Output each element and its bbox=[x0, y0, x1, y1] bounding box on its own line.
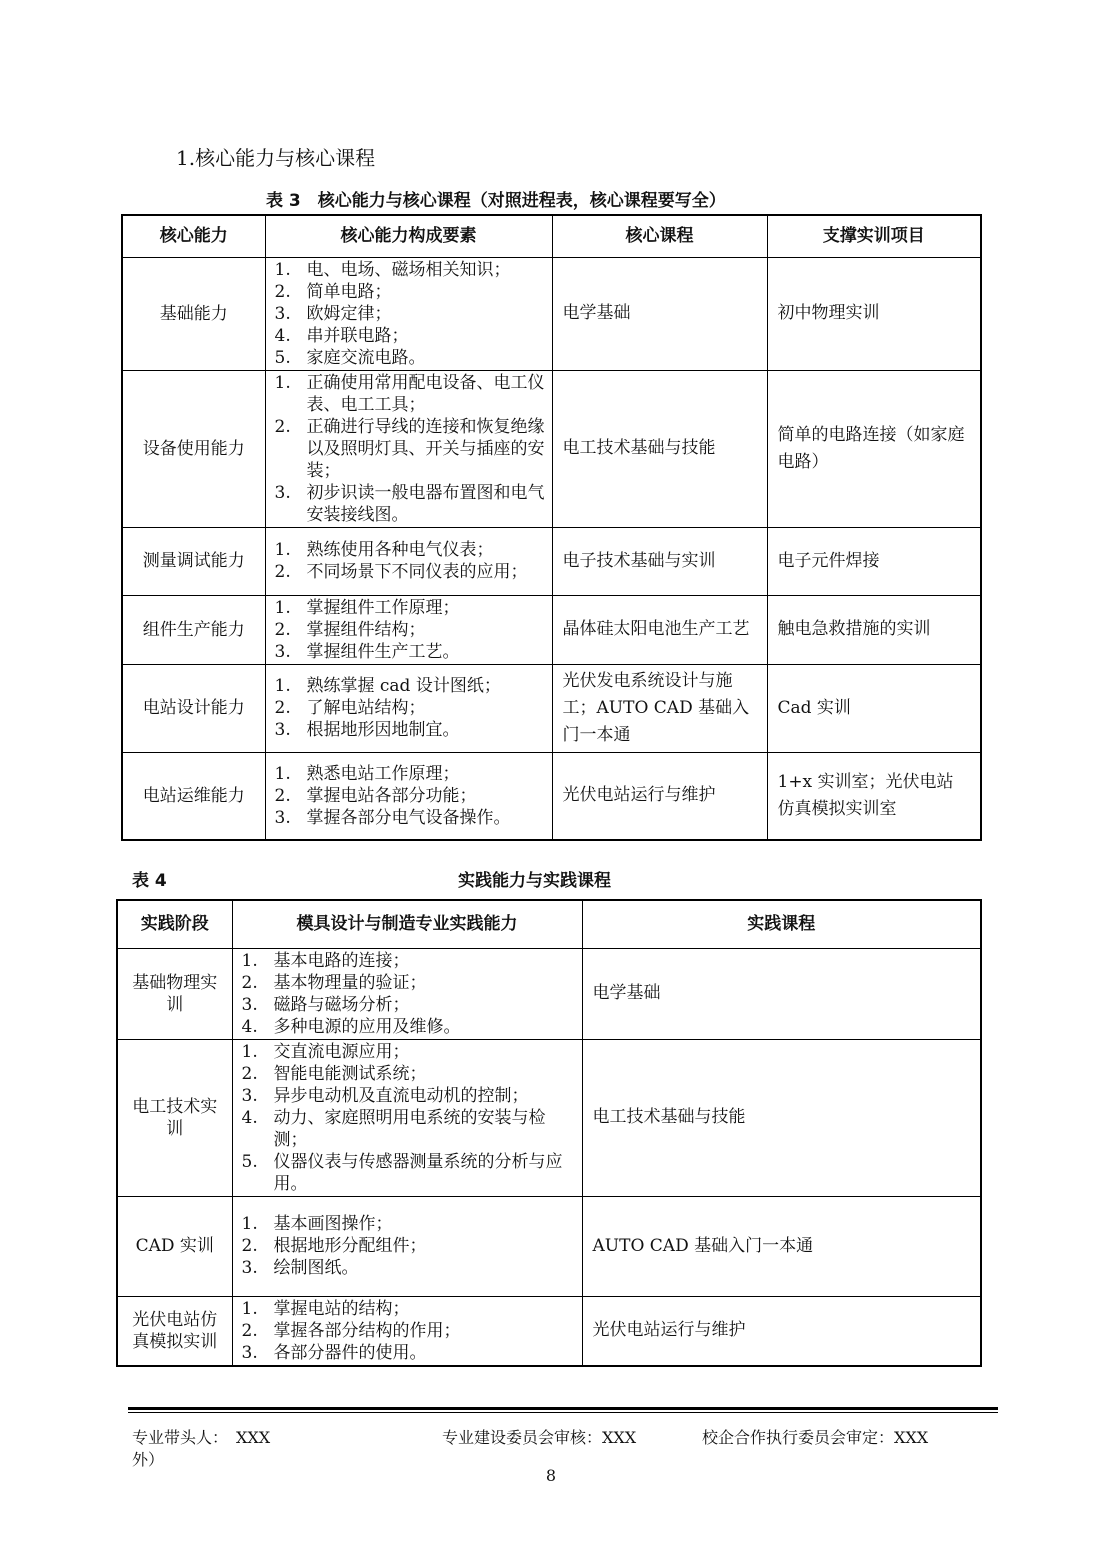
list-item-text: 掌握电站各部分功能； bbox=[306, 785, 477, 806]
list-item bbox=[267, 539, 551, 561]
core-ability-cell: 测量调试能力 bbox=[122, 527, 265, 595]
table4-label: 表 4 bbox=[132, 871, 167, 891]
practice-ability-table bbox=[116, 899, 982, 1367]
practice-abilities-cell bbox=[232, 1039, 582, 1196]
list-item-text: 熟练掌握 cad 设计图纸； bbox=[306, 676, 501, 696]
ability-elements-cell bbox=[265, 257, 552, 370]
list-item-number: 2. bbox=[241, 972, 258, 993]
training-project-cell: 初中物理实训 bbox=[767, 257, 981, 370]
list-item-number: 5. bbox=[241, 1151, 258, 1172]
list-item bbox=[267, 807, 551, 829]
list-item-text: 多种电源的应用及维修。 bbox=[273, 1016, 461, 1037]
core-course-cell: 电学基础 bbox=[552, 257, 767, 370]
numbered-list bbox=[267, 259, 551, 369]
core-ability-cell: 电站运维能力 bbox=[122, 752, 265, 840]
list-item-number: 1. bbox=[241, 1214, 258, 1234]
footer-rule bbox=[128, 1407, 998, 1410]
training-project-cell: 1+x 实训室；光伏电站仿真模拟实训室 bbox=[767, 752, 981, 840]
table-row bbox=[122, 664, 981, 752]
list-item bbox=[234, 1257, 581, 1279]
list-item-text: 磁路与磁场分析； bbox=[273, 994, 410, 1015]
numbered-list bbox=[267, 539, 551, 583]
table3-header-course: 核心课程 bbox=[552, 215, 767, 257]
list-item-number: 5. bbox=[274, 347, 291, 368]
list-item bbox=[234, 1085, 581, 1107]
list-item bbox=[267, 763, 551, 785]
practice-stage-cell: CAD 实训 bbox=[117, 1196, 232, 1296]
footer-rule-thin bbox=[128, 1412, 998, 1413]
table-row bbox=[117, 948, 981, 1039]
list-item bbox=[267, 372, 551, 416]
training-project-cell: 触电急救措施的实训 bbox=[767, 595, 981, 664]
list-item-number: 3. bbox=[274, 641, 291, 662]
footer-committee-review: 专业建设委员会审核：XXX bbox=[442, 1428, 637, 1447]
ability-elements-cell bbox=[265, 595, 552, 664]
core-course-cell: 晶体硅太阳电池生产工艺 bbox=[552, 595, 767, 664]
practice-stage-cell: 光伏电站仿真模拟实训 bbox=[117, 1296, 232, 1366]
table-row bbox=[122, 527, 981, 595]
footer-leader-suffix: 外） bbox=[132, 1450, 165, 1469]
list-item bbox=[234, 1298, 581, 1320]
list-item-text: 正确使用常用配电设备、电工仪表、电工工具； bbox=[306, 372, 545, 415]
footer-leader: 专业带头人： XXX bbox=[132, 1428, 271, 1447]
practice-stage-cell: 电工技术实训 bbox=[117, 1039, 232, 1196]
list-item-text: 掌握组件结构； bbox=[306, 619, 426, 640]
list-item bbox=[234, 1320, 581, 1342]
numbered-list bbox=[267, 675, 551, 741]
list-item-text: 绘制图纸。 bbox=[273, 1258, 359, 1278]
table-row bbox=[122, 257, 981, 370]
list-item-text: 掌握组件生产工艺。 bbox=[306, 641, 460, 662]
list-item bbox=[234, 1041, 581, 1063]
core-course-cell: 光伏发电系统设计与施工；AUTO CAD 基础入门一本通 bbox=[552, 664, 767, 752]
list-item-number: 1. bbox=[274, 676, 291, 696]
practice-course-cell: AUTO CAD 基础入门一本通 bbox=[582, 1196, 981, 1296]
list-item-text: 掌握组件工作原理； bbox=[306, 597, 460, 618]
list-item-text: 家庭交流电路。 bbox=[306, 347, 426, 368]
core-course-cell: 电工技术基础与技能 bbox=[552, 370, 767, 527]
list-item-number: 1. bbox=[274, 597, 291, 618]
table4-header-stage: 实践阶段 bbox=[117, 900, 232, 948]
list-item bbox=[267, 347, 551, 369]
training-project-cell: 电子元件焊接 bbox=[767, 527, 981, 595]
table-row bbox=[122, 595, 981, 664]
list-item bbox=[234, 1107, 581, 1151]
practice-course-cell: 电学基础 bbox=[582, 948, 981, 1039]
table3-caption: 表 3 核心能力与核心课程（对照进程表，核心课程要写全） bbox=[266, 191, 726, 211]
list-item bbox=[234, 994, 581, 1016]
core-ability-cell: 电站设计能力 bbox=[122, 664, 265, 752]
table4-header-course: 实践课程 bbox=[582, 900, 981, 948]
list-item bbox=[234, 950, 581, 972]
list-item bbox=[234, 1235, 581, 1257]
list-item-number: 2. bbox=[241, 1236, 258, 1256]
core-ability-cell: 组件生产能力 bbox=[122, 595, 265, 664]
list-item-text: 掌握电站的结构； bbox=[273, 1298, 410, 1319]
list-item-text: 根据地形因地制宜。 bbox=[306, 720, 460, 740]
practice-course-cell: 电工技术基础与技能 bbox=[582, 1039, 981, 1196]
list-item-number: 1. bbox=[274, 372, 291, 393]
list-item-text: 初步识读一般电器布置图和电气安装接线图。 bbox=[306, 482, 545, 525]
list-item-text: 掌握各部分结构的作用； bbox=[273, 1320, 461, 1341]
list-item-number: 3. bbox=[241, 1342, 258, 1363]
list-item bbox=[267, 719, 551, 741]
list-item bbox=[267, 482, 551, 526]
list-item-number: 2. bbox=[241, 1063, 258, 1084]
core-course-cell: 电子技术基础与实训 bbox=[552, 527, 767, 595]
list-item-text: 熟悉电站工作原理； bbox=[306, 763, 460, 784]
core-ability-table bbox=[121, 214, 982, 841]
list-item-text: 不同场景下不同仪表的应用； bbox=[306, 562, 528, 582]
ability-elements-cell bbox=[265, 527, 552, 595]
table-row bbox=[117, 1039, 981, 1196]
table4-title: 实践能力与实践课程 bbox=[458, 871, 611, 891]
numbered-list bbox=[267, 372, 551, 526]
list-item-text: 串并联电路； bbox=[306, 325, 409, 346]
list-item-number: 4. bbox=[241, 1016, 258, 1037]
footer-coop-review: 校企合作执行委员会审定：XXX bbox=[702, 1428, 929, 1447]
list-item-number: 2. bbox=[274, 416, 291, 437]
numbered-list bbox=[234, 950, 581, 1038]
page-number: 8 bbox=[545, 1466, 557, 1485]
list-item-text: 欧姆定律； bbox=[306, 303, 392, 324]
list-item-text: 交直流电源应用； bbox=[273, 1041, 410, 1062]
ability-elements-cell bbox=[265, 752, 552, 840]
table4-header-abilities: 模具设计与制造专业实践能力 bbox=[232, 900, 582, 948]
table-row bbox=[122, 370, 981, 527]
numbered-list bbox=[234, 1298, 581, 1364]
list-item bbox=[267, 785, 551, 807]
table-row bbox=[122, 752, 981, 840]
list-item-number: 1. bbox=[274, 259, 291, 280]
list-item bbox=[234, 1151, 581, 1195]
list-item bbox=[234, 1063, 581, 1085]
list-item-number: 1. bbox=[241, 1298, 258, 1319]
numbered-list bbox=[267, 763, 551, 829]
list-item-number: 4. bbox=[241, 1107, 258, 1128]
list-item-text: 了解电站结构； bbox=[306, 698, 426, 718]
table-row bbox=[117, 1296, 981, 1366]
list-item-number: 1. bbox=[274, 763, 291, 784]
practice-abilities-cell bbox=[232, 1296, 582, 1366]
list-item-text: 熟练使用各种电气仪表； bbox=[306, 540, 494, 560]
list-item bbox=[267, 675, 551, 697]
list-item-number: 3. bbox=[274, 482, 291, 503]
table3-header-elements: 核心能力构成要素 bbox=[265, 215, 552, 257]
list-item bbox=[267, 303, 551, 325]
list-item-text: 电、电场、磁场相关知识； bbox=[306, 259, 511, 280]
list-item-text: 基本电路的连接； bbox=[273, 950, 410, 971]
list-item-text: 动力、家庭照明用电系统的安装与检测； bbox=[273, 1107, 546, 1150]
list-item bbox=[267, 259, 551, 281]
section-heading: 1.核心能力与核心课程 bbox=[176, 146, 376, 170]
list-item-number: 3. bbox=[274, 807, 291, 828]
list-item bbox=[234, 1016, 581, 1038]
list-item-number: 2. bbox=[241, 1320, 258, 1341]
list-item bbox=[267, 416, 551, 482]
numbered-list bbox=[267, 597, 551, 663]
practice-abilities-cell bbox=[232, 948, 582, 1039]
list-item-text: 基本画图操作； bbox=[273, 1214, 393, 1234]
list-item-text: 根据地形分配组件； bbox=[273, 1236, 427, 1256]
list-item-number: 1. bbox=[274, 540, 291, 560]
core-ability-cell: 设备使用能力 bbox=[122, 370, 265, 527]
list-item bbox=[234, 1213, 581, 1235]
list-item-text: 异步电动机及直流电动机的控制； bbox=[273, 1085, 529, 1106]
list-item-text: 基本物理量的验证； bbox=[273, 972, 427, 993]
list-item-text: 智能电能测试系统； bbox=[273, 1063, 427, 1084]
list-item bbox=[267, 641, 551, 663]
core-ability-cell: 基础能力 bbox=[122, 257, 265, 370]
practice-abilities-cell bbox=[232, 1196, 582, 1296]
list-item bbox=[267, 697, 551, 719]
numbered-list bbox=[234, 1041, 581, 1195]
training-project-cell: Cad 实训 bbox=[767, 664, 981, 752]
table-row bbox=[117, 1196, 981, 1296]
list-item-text: 简单电路； bbox=[306, 281, 392, 302]
list-item-text: 各部分器件的使用。 bbox=[273, 1342, 427, 1363]
list-item-number: 3. bbox=[241, 1085, 258, 1106]
list-item bbox=[267, 561, 551, 583]
list-item bbox=[267, 281, 551, 303]
list-item-number: 1. bbox=[241, 1041, 258, 1062]
list-item-text: 掌握各部分电气设备操作。 bbox=[306, 807, 511, 828]
list-item bbox=[267, 597, 551, 619]
list-item-number: 3. bbox=[241, 1258, 258, 1278]
training-project-cell: 简单的电路连接（如家庭电路） bbox=[767, 370, 981, 527]
ability-elements-cell bbox=[265, 370, 552, 527]
list-item-number: 2. bbox=[274, 619, 291, 640]
list-item-number: 2. bbox=[274, 785, 291, 806]
list-item-text: 仪器仪表与传感器测量系统的分析与应用。 bbox=[273, 1151, 563, 1194]
list-item bbox=[234, 1342, 581, 1364]
ability-elements-cell bbox=[265, 664, 552, 752]
list-item bbox=[234, 972, 581, 994]
practice-stage-cell: 基础物理实训 bbox=[117, 948, 232, 1039]
numbered-list bbox=[234, 1213, 581, 1279]
list-item bbox=[267, 619, 551, 641]
table3-header-ability: 核心能力 bbox=[122, 215, 265, 257]
list-item-number: 2. bbox=[274, 698, 291, 718]
list-item-number: 2. bbox=[274, 281, 291, 302]
list-item-number: 1. bbox=[241, 950, 258, 971]
list-item-number: 3. bbox=[274, 720, 291, 740]
list-item-number: 2. bbox=[274, 562, 291, 582]
list-item-text: 正确进行导线的连接和恢复绝缘以及照明灯具、开关与插座的安装； bbox=[306, 416, 545, 481]
list-item-number: 3. bbox=[274, 303, 291, 324]
core-course-cell: 光伏电站运行与维护 bbox=[552, 752, 767, 840]
practice-course-cell: 光伏电站运行与维护 bbox=[582, 1296, 981, 1366]
list-item-number: 3. bbox=[241, 994, 258, 1015]
list-item-number: 4. bbox=[274, 325, 291, 346]
table3-header-training: 支撑实训项目 bbox=[767, 215, 981, 257]
list-item bbox=[267, 325, 551, 347]
